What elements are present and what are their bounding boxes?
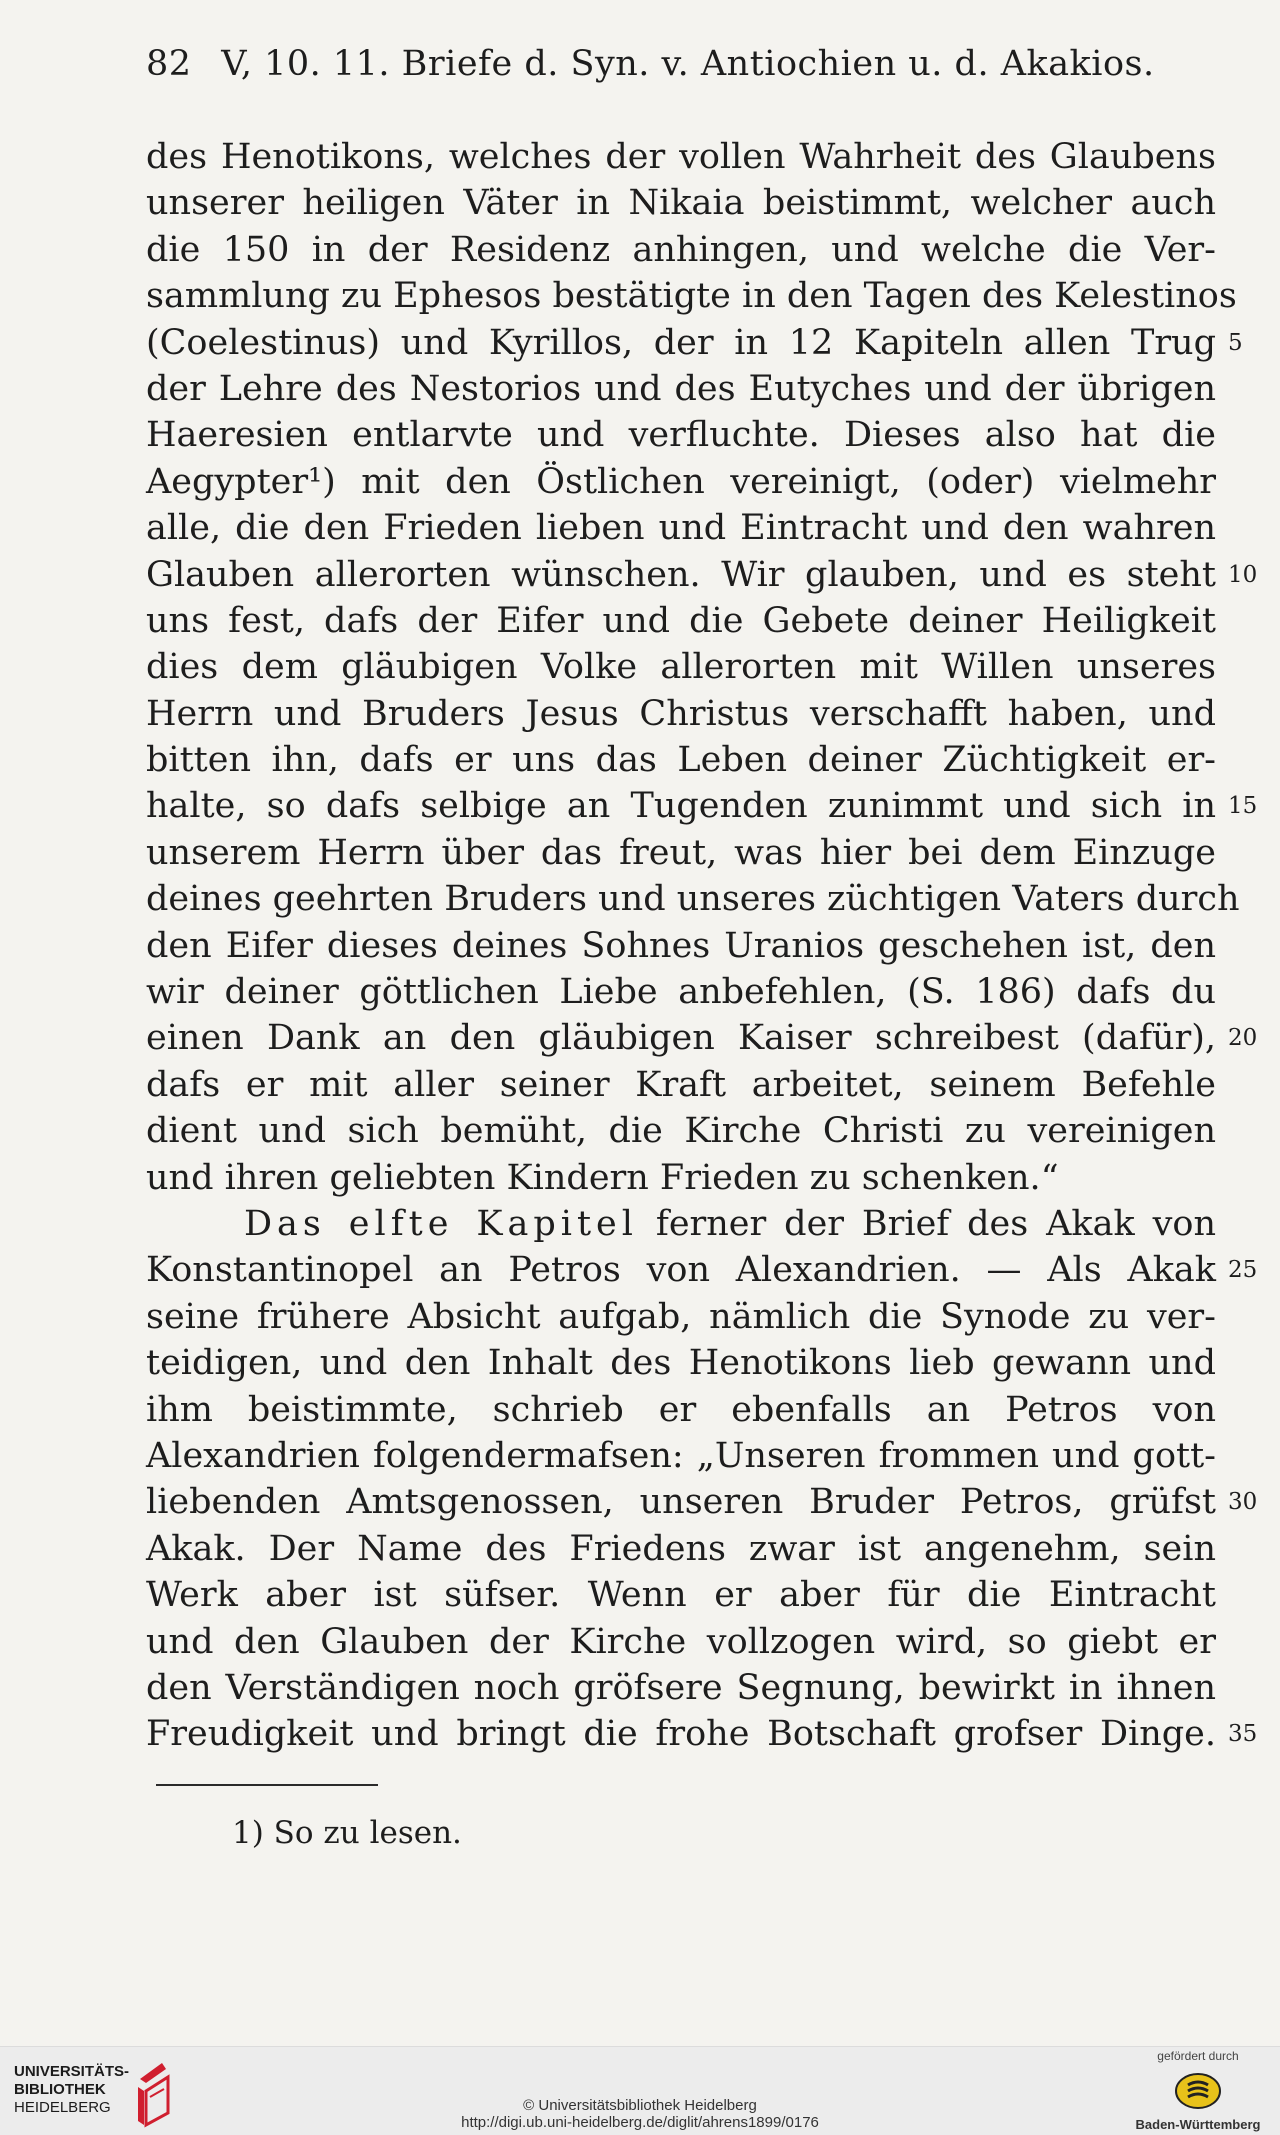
text-line xyxy=(146,180,1216,226)
line-text: unserem Herrn über das freut, was hier bei dem Einzuge xyxy=(146,832,1216,873)
text-line xyxy=(146,227,1216,273)
text-line xyxy=(146,320,1243,366)
chapter-heading-line xyxy=(146,1201,1216,1247)
running-title: V, 10. 11. Briefe d. Syn. v. Antiochien u. d. Akakios. xyxy=(221,44,1155,84)
line-text: Glauben allerorten wünschen. Wir glauben, und es steht xyxy=(146,554,1216,595)
line-text: den Verständigen noch gröfsere Segnung, bewirkt in ihnen xyxy=(146,1667,1216,1708)
line-text: Akak. Der Name des Friedens zwar ist angenehm, sein xyxy=(146,1528,1216,1569)
line-text: liebenden Amtsgenossen, unseren Bruder Petros, grüfst xyxy=(146,1482,1216,1523)
coat-of-arms-icon xyxy=(1174,2071,1222,2111)
text-line xyxy=(146,412,1216,458)
text-line xyxy=(146,1711,1258,1757)
text-line xyxy=(146,969,1216,1015)
digitization-footer xyxy=(0,2046,1280,2135)
line-text: dient und sich bemüht, die Kirche Christi zu vereinigen xyxy=(146,1111,1216,1152)
text-line xyxy=(146,598,1216,644)
text-line xyxy=(146,830,1216,876)
line-text: Aegypter¹) mit den Östlichen vereinigt, (oder) vielmehr xyxy=(146,461,1216,502)
text-line xyxy=(146,644,1216,690)
line-text: des Henotikons, welches der vollen Wahrheit des Glaubens xyxy=(146,137,1216,177)
line-text: Freudigkeit und bringt die frohe Botschaft grofser Dinge. xyxy=(146,1714,1216,1755)
text-line xyxy=(146,1572,1216,1618)
line-text: teidigen, und den Inhalt des Henotikons lieb gewann und xyxy=(146,1343,1216,1384)
text-line xyxy=(146,923,1216,969)
line-text: und den Glauben der Kirche vollzogen wird, so giebt er xyxy=(146,1621,1216,1662)
text-line xyxy=(146,1294,1216,1340)
line-text: (Coelestinus) und Kyrillos, der in 12 Kapiteln allen Trug xyxy=(146,322,1216,363)
page-number: 82 xyxy=(146,44,192,84)
text-line xyxy=(146,1247,1258,1293)
text-line xyxy=(146,459,1216,505)
line-text: sammlung zu Ephesos bestätigte in den Tagen des Kelestinos xyxy=(146,276,1237,317)
line-text: unserer heiligen Väter in Nikaia beistimmt, welcher auch xyxy=(146,183,1216,224)
funder-block xyxy=(1128,2049,1268,2132)
line-number: 5 xyxy=(1228,329,1243,356)
library-name-line: BIBLIOTHEK xyxy=(14,2081,106,2098)
text-line xyxy=(146,1433,1216,1479)
line-text: bitten ihn, dafs er uns das Leben deiner Züchtigkeit er- xyxy=(146,740,1216,781)
text-line xyxy=(146,505,1216,551)
line-text: den Eifer dieses deines Sohnes Uranios geschehen ist, den xyxy=(146,925,1216,966)
text-line xyxy=(146,273,1237,319)
text-line xyxy=(146,691,1216,737)
funder-name: Baden-Württemberg xyxy=(1135,2117,1261,2132)
text-line xyxy=(146,783,1258,829)
line-text: Haeresien entlarvte und verfluchte. Dieses also hat die xyxy=(146,415,1216,456)
line-number: 20 xyxy=(1228,1025,1258,1052)
line-number: 15 xyxy=(1228,793,1258,820)
line-number: 35 xyxy=(1228,1721,1258,1748)
line-number: 10 xyxy=(1228,561,1258,588)
line-text: ihm beistimmte, schrieb er ebenfalls an Petros von xyxy=(146,1389,1216,1430)
text-line xyxy=(146,1665,1216,1711)
line-text: wir deiner göttlichen Liebe anbefehlen, (S. 186) dafs du xyxy=(146,972,1216,1013)
line-text: der Lehre des Nestorios und des Eutyches und der übrigen xyxy=(146,368,1216,409)
text-line xyxy=(146,552,1258,598)
body-text xyxy=(146,134,1258,1758)
line-text: halte, so dafs selbige an Tugenden zunimmt und sich in xyxy=(146,786,1216,827)
copyright-text: © Universitätsbibliothek Heidelberg xyxy=(523,2097,757,2114)
copyright-notice xyxy=(0,2097,1280,2131)
library-name-line: HEIDELBERG xyxy=(14,2099,111,2116)
text-line xyxy=(146,1479,1258,1525)
line-text: und ihren geliebten Kindern Frieden zu schenken.“ xyxy=(146,1157,1059,1198)
text-line xyxy=(146,134,1216,180)
permalink[interactable]: http://digi.ub.uni-heidelberg.de/diglit/ahrens1899/0176 xyxy=(461,2114,819,2131)
text-line xyxy=(146,1062,1216,1108)
library-name-line: UNIVERSITÄTS- xyxy=(14,2063,130,2080)
text-line xyxy=(146,1387,1216,1433)
line-text: Alexandrien folgendermafsen: „Unseren frommen und gott- xyxy=(146,1435,1216,1476)
text-line xyxy=(146,737,1216,783)
line-text: uns fest, dafs der Eifer und die Gebete deiner Heiligkeit xyxy=(146,600,1216,641)
line-text: deines geehrten Bruders und unseres züchtigen Vaters durch xyxy=(146,879,1240,920)
line-text: einen Dank an den gläubigen Kaiser schreibest (dafür), xyxy=(146,1018,1216,1059)
running-header xyxy=(146,44,1186,84)
line-text-rest: ferner der Brief des Akak von xyxy=(637,1203,1216,1244)
line-text xyxy=(146,1201,1216,1247)
text-line xyxy=(146,1108,1216,1154)
text-line xyxy=(146,1526,1216,1572)
text-line xyxy=(146,1155,1216,1201)
text-line xyxy=(146,1015,1258,1061)
line-text: Konstantinopel an Petros von Alexandrien. — Als Akak xyxy=(146,1250,1216,1291)
chapter-heading: Das elfte Kapitel xyxy=(244,1203,638,1244)
line-text: alle, die den Frieden lieben und Eintracht und den wahren xyxy=(146,508,1216,549)
line-number: 30 xyxy=(1228,1489,1258,1516)
footnote: 1) So zu lesen. xyxy=(232,1815,462,1851)
line-text: dafs er mit aller seiner Kraft arbeitet, seinem Befehle xyxy=(146,1064,1216,1105)
text-line xyxy=(146,1619,1216,1665)
footnote-divider xyxy=(156,1784,378,1786)
line-text: Werk aber ist süfser. Wenn er aber für die Eintracht xyxy=(146,1575,1216,1616)
text-line xyxy=(146,366,1216,412)
line-number: 25 xyxy=(1228,1257,1258,1284)
text-line xyxy=(146,1340,1216,1386)
funded-by-label: gefördert durch xyxy=(1157,2049,1239,2063)
text-line xyxy=(146,876,1240,922)
line-text: Herrn und Bruders Jesus Christus verschafft haben, und xyxy=(146,693,1216,734)
line-text: dies dem gläubigen Volke allerorten mit Willen unseres xyxy=(146,647,1216,688)
line-text: seine frühere Absicht aufgab, nämlich die Synode zu ver- xyxy=(146,1296,1216,1337)
line-text: die 150 in der Residenz anhingen, und welche die Ver- xyxy=(146,229,1216,270)
